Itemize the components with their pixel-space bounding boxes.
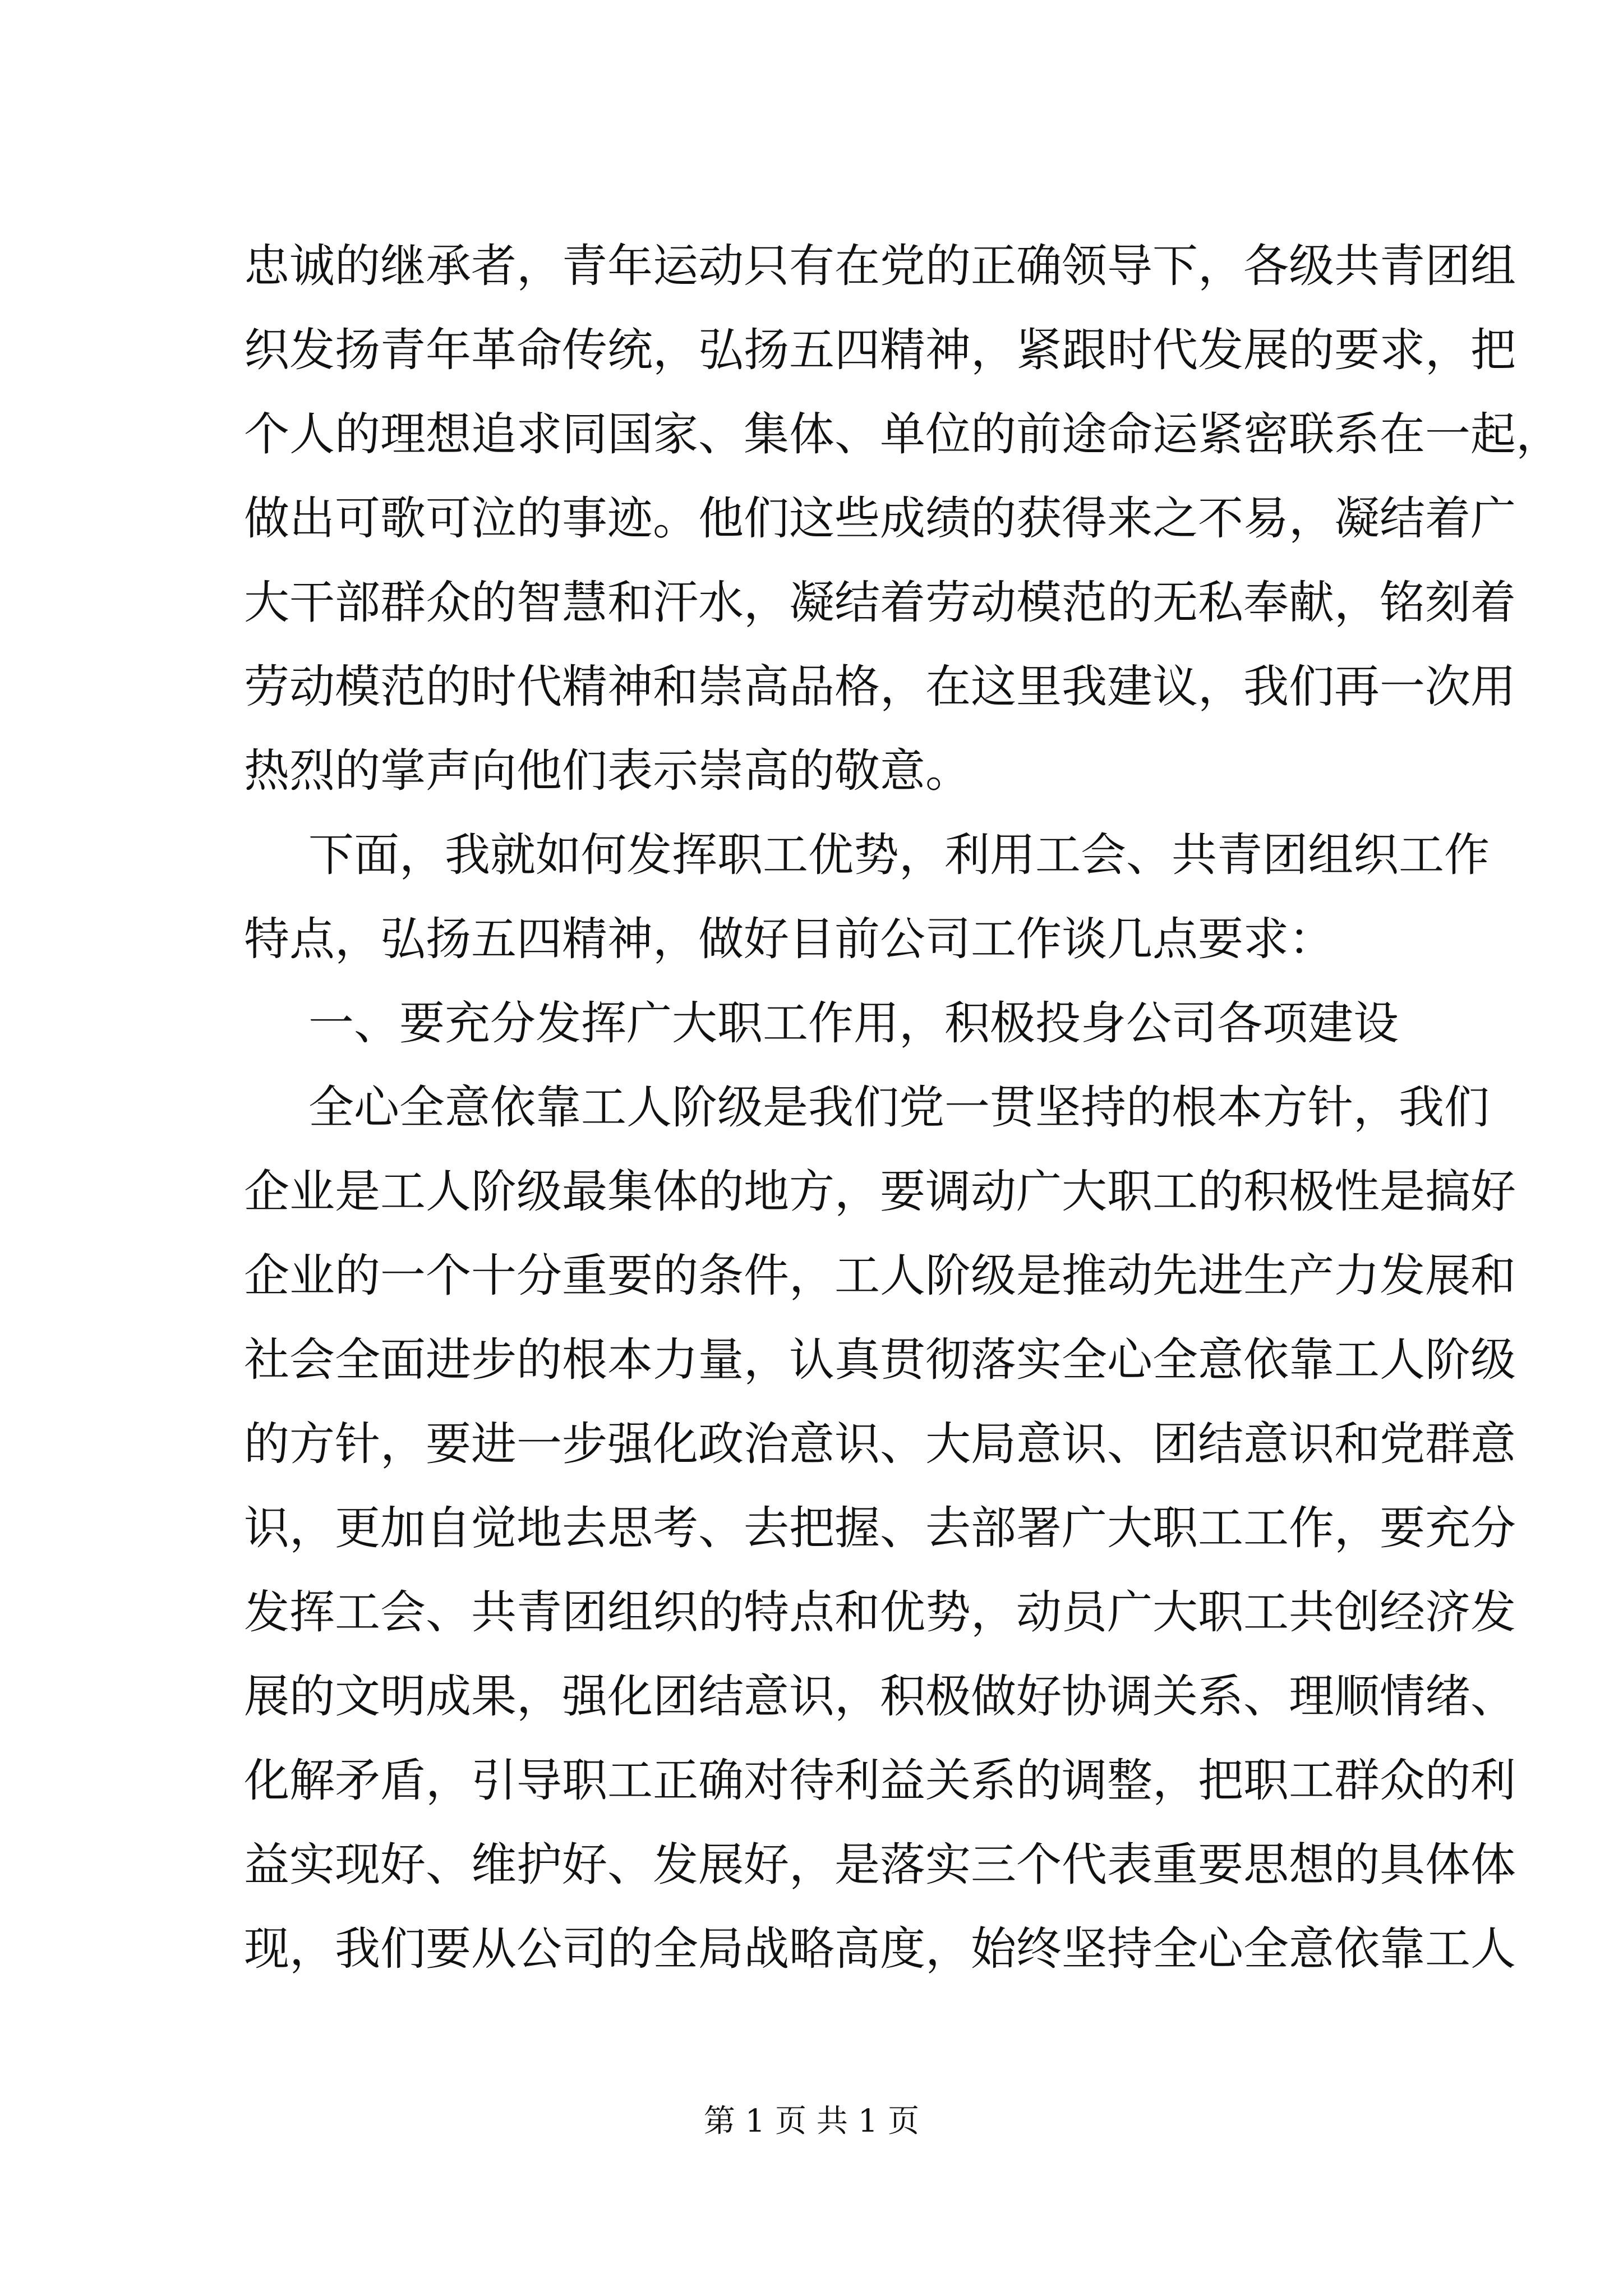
text-line: 劳动模范的时代精神和崇高品格，在这里我建议，我们再一次用 <box>244 661 1516 714</box>
text-line: 展的文明成果，强化团结意识，积极做好协调关系、理顺情绪、 <box>244 1671 1516 1723</box>
section-heading: 一、要充分发挥广大职工作用，积极投身公司各项建设 <box>308 997 1399 1050</box>
text-line: 现，我们要从公司的全局战略高度，始终坚持全心全意依靠工人 <box>244 1923 1516 1976</box>
text-line: 下面，我就如何发挥职工优势，利用工会、共青团组织工作 <box>308 829 1490 882</box>
text-line: 企业的一个十分重要的条件，工人阶级是推动先进生产力发展和 <box>244 1250 1516 1303</box>
text-line: 忠诚的继承者，青年运动只有在党的正确领导下，各级共青团组 <box>244 240 1516 293</box>
text-line: 织发扬青年革命传统，弘扬五四精神，紧跟时代发展的要求，把 <box>244 324 1516 377</box>
text-line: 化解矛盾，引导职工正确对待利益关系的调整，把职工群众的利 <box>244 1755 1516 1807</box>
text-line: 个人的理想追求同国家、集体、单位的前途命运紧密联系在一起， <box>244 408 1562 461</box>
text-line: 全心全意依靠工人阶级是我们党一贯坚持的根本方针，我们 <box>308 1082 1490 1134</box>
text-line: 特点，弘扬五四精神，做好目前公司工作谈几点要求： <box>244 913 1335 966</box>
text-line: 发挥工会、共青团组织的特点和优势，动员广大职工共创经济发 <box>244 1586 1516 1639</box>
text-line: 做出可歌可泣的事迹。他们这些成绩的获得来之不易，凝结着广 <box>244 493 1516 545</box>
text-line: 大干部群众的智慧和汗水，凝结着劳动模范的无私奉献，铭刻着 <box>244 577 1516 629</box>
text-line: 热烈的掌声向他们表示崇高的敬意。 <box>244 745 971 798</box>
text-line: 识，更加自觉地去思考、去把握、去部署广大职工工作，要充分 <box>244 1502 1516 1555</box>
text-line: 企业是工人阶级最集体的地方，要调动广大职工的积极性是搞好 <box>244 1166 1516 1218</box>
text-line: 社会全面进步的根本力量，认真贯彻落实全心全意依靠工人阶级 <box>244 1334 1516 1387</box>
text-line: 的方针，要进一步强化政治意识、大局意识、团结意识和党群意 <box>244 1418 1516 1471</box>
page-footer: 第 1 页 共 1 页 <box>703 2103 920 2139</box>
text-line: 益实现好、维护好、发展好，是落实三个代表重要思想的具体体 <box>244 1839 1516 1892</box>
